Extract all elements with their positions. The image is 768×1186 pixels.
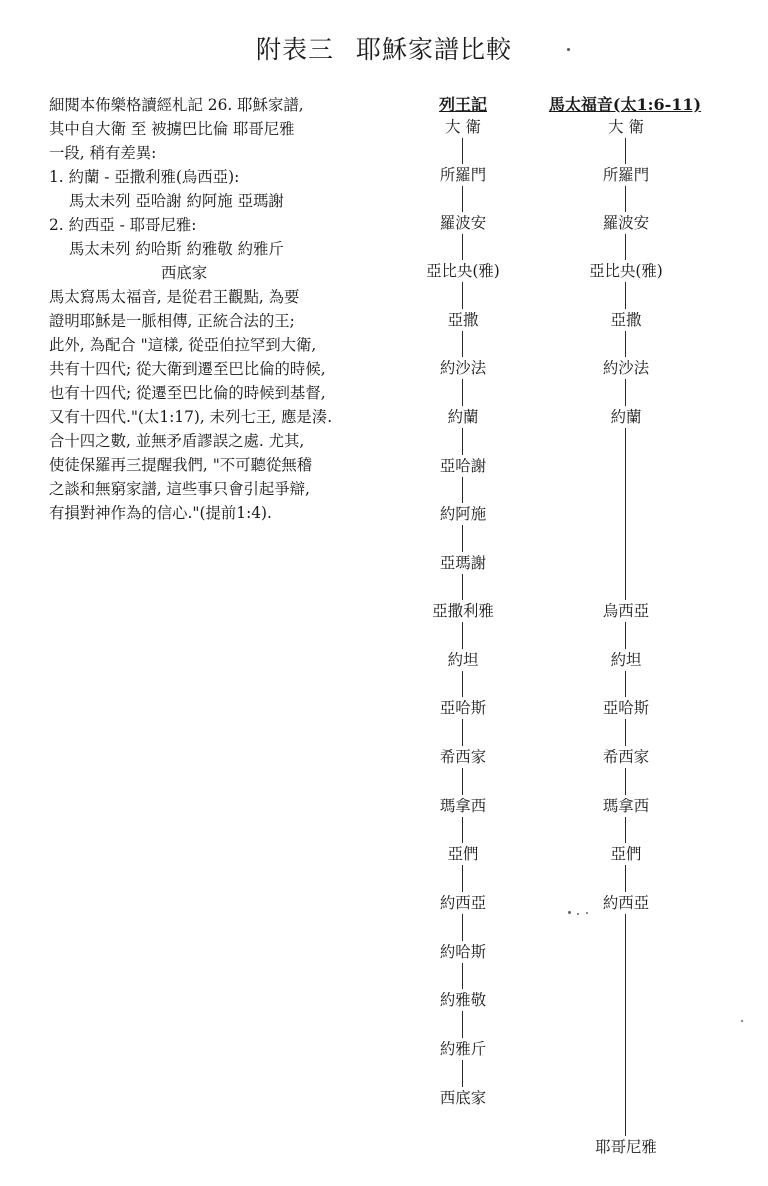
text-line: 1. 約蘭 - 亞撒利雅(烏西亞): (49, 168, 240, 186)
matthew-name: 希西家 (602, 748, 650, 766)
matthew-column-header: 馬太福音(太1:6-11) (548, 95, 702, 114)
matthew-lineage-line (625, 134, 626, 1144)
kings-name: 亞撒 (447, 311, 479, 329)
text-line: 馬太未列 亞哈謝 約阿施 亞瑪謝 (69, 192, 284, 210)
kings-name: 羅波安 (439, 214, 487, 232)
text-line: 2. 約西亞 - 耶哥尼雅: (49, 216, 197, 234)
text-line: 馬太未列 約哈斯 約雅敬 約雅斤 (69, 240, 284, 258)
speck-mark (741, 1020, 743, 1022)
matthew-name: 烏西亞 (602, 602, 650, 620)
kings-name: 大 衛 (445, 118, 481, 136)
text-line: 有損對神作為的信心."(提前1:4). (49, 504, 272, 522)
kings-name: 西底家 (439, 1089, 487, 1107)
text-line: 共有十四代; 從大衛到遷至巴比倫的時候, (49, 360, 326, 378)
text-line: 一段, 稍有差異: (49, 144, 157, 162)
matthew-name: 羅波安 (602, 214, 650, 232)
kings-name: 瑪拿西 (439, 797, 487, 815)
kings-name: 約阿施 (439, 505, 487, 523)
matthew-name: 亞比央(雅) (589, 262, 663, 280)
text-line: 使徒保羅再三提醒我們, "不可聽從無稽 (49, 456, 313, 474)
kings-name: 約哈斯 (439, 943, 487, 961)
text-line: 又有十四代."(太1:17), 未列七王, 應是湊. (49, 408, 333, 426)
text-line: 證明耶穌是一脈相傳, 正統合法的王; (49, 312, 295, 330)
kings-name: 亞瑪謝 (439, 554, 487, 572)
title-part-1: 附表三 (255, 35, 334, 64)
title-part-2: 耶穌家譜比較 (356, 35, 513, 64)
matthew-name: 亞哈斯 (602, 699, 650, 717)
speck-mark (586, 912, 588, 914)
matthew-name: 耶哥尼雅 (595, 1138, 657, 1156)
kings-name: 亞們 (447, 845, 479, 863)
matthew-name: 亞們 (610, 845, 642, 863)
speck-mark (577, 913, 579, 915)
text-line: 西底家 (161, 264, 208, 282)
explanation-text (49, 93, 379, 525)
text-line: 合十四之數, 並無矛盾謬誤之處. 尤其, (49, 432, 305, 450)
kings-name: 希西家 (439, 748, 487, 766)
kings-name: 亞哈斯 (439, 699, 487, 717)
kings-name: 亞撒利雅 (432, 602, 494, 620)
page-title (0, 30, 768, 66)
matthew-name: 瑪拿西 (602, 797, 650, 815)
matthew-name: 大 衛 (608, 118, 644, 136)
kings-name: 所羅門 (439, 166, 487, 184)
matthew-name: 約坦 (610, 651, 642, 669)
kings-name: 約雅斤 (439, 1040, 487, 1058)
matthew-name: 約沙法 (602, 359, 650, 377)
matthew-name: 約蘭 (610, 408, 642, 426)
matthew-name: 約西亞 (602, 894, 650, 912)
text-line: 此外, 為配合 "這樣, 從亞伯拉罕到大衛, (49, 336, 317, 354)
kings-name: 亞哈謝 (439, 457, 487, 475)
kings-name: 約沙法 (439, 359, 487, 377)
speck-mark (568, 911, 571, 914)
text-line: 其中自大衛 至 被擄巴比倫 耶哥尼雅 (49, 120, 295, 138)
kings-name: 約西亞 (439, 894, 487, 912)
text-line: 馬太寫馬太福音, 是從君王觀點, 為要 (49, 288, 300, 306)
matthew-name: 所羅門 (602, 166, 650, 184)
kings-name: 亞比央(雅) (426, 262, 500, 280)
kings-column-header: 列王記 (438, 95, 488, 114)
kings-name: 約蘭 (447, 408, 479, 426)
text-line: 也有十四代; 從遷至巴比倫的時候到基督, (49, 384, 326, 402)
kings-name: 約坦 (447, 651, 479, 669)
speck-mark (567, 48, 570, 51)
kings-name: 約雅敬 (439, 991, 487, 1009)
matthew-name: 亞撒 (610, 311, 642, 329)
text-line: 細閱本佈樂格讀經札記 26. 耶穌家譜, (49, 96, 304, 114)
text-line: 之談和無窮家譜, 這些事只會引起爭辯, (49, 480, 310, 498)
